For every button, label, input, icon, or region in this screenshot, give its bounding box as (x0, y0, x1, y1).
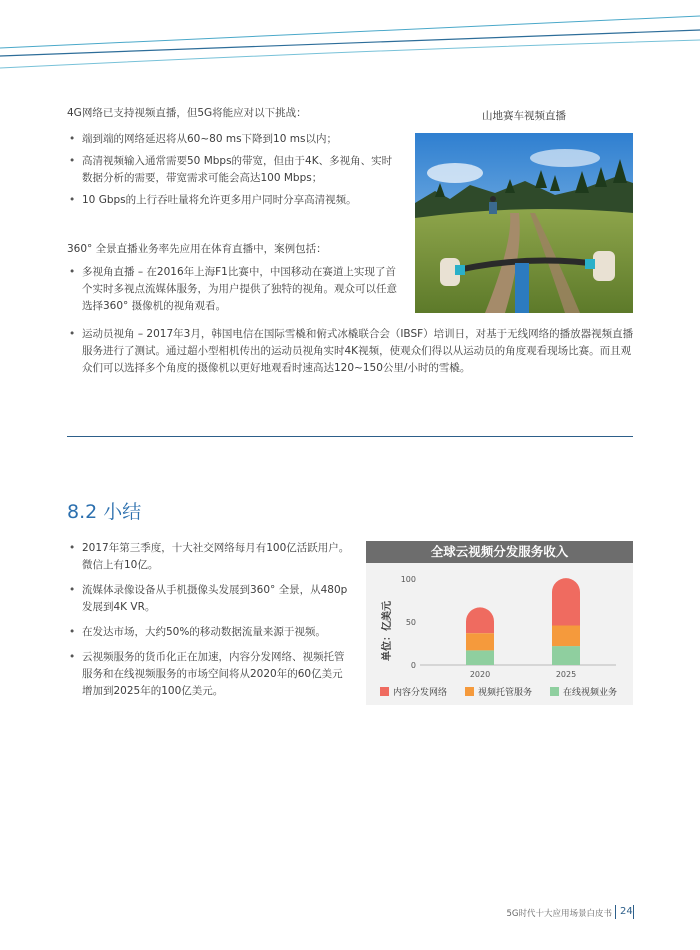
legend-label: 内容分发网络 (393, 688, 448, 698)
list-item: • 云视频服务的货币化正在加速，内容分发网络、视频托管服务和在线视频服务的市场空间将从2020年的60亿美元增加到2025年的100亿美元。 (67, 649, 352, 700)
legend-label: 视频托管服务 (478, 688, 533, 698)
footer-divider-right (633, 905, 634, 919)
x-tick-label: 2020 (469, 670, 491, 679)
legend-swatch (465, 687, 474, 696)
chart-plot (366, 563, 633, 705)
case-list-a (67, 264, 397, 315)
bar-segment-2020 (466, 633, 494, 650)
legend-item-hosting (465, 685, 532, 698)
list-item: • 流媒体录像设备从手机摄像头发展到360° 全景，从480p发展到4K VR。 (67, 582, 352, 616)
footer-title: 5G时代十大应用场景白皮书 (506, 909, 612, 919)
footer-divider (615, 905, 616, 919)
legend-item-cdn (380, 685, 447, 698)
revenue-chart (366, 541, 633, 705)
panorama-text: 360° 全景直播业务率先应用在体育直播中，案例包括： (67, 243, 327, 255)
chart-ylabel: 单位：亿美元 (382, 601, 393, 661)
intro-text: 4G网络已支持视频直播，但5G将能应对以下挑战： (67, 107, 307, 119)
summary-list (67, 540, 352, 700)
list-item: • 在发达市场，大约50%的移动数据流量来源于视频。 (67, 624, 352, 641)
x-tick-label: 2025 (555, 670, 577, 679)
bar-segment-2020 (466, 607, 494, 633)
bar-segment-2025 (552, 578, 580, 625)
list-item: • 2017年第三季度，十大社交网络每月有100亿活跃用户。微信上有10亿。 (67, 540, 352, 574)
photo-caption: 山地赛车视频直播 (482, 110, 566, 122)
case-list-b (67, 326, 637, 377)
legend-label: 在线视频业务 (563, 688, 618, 698)
list-item: • 10 Gbps的上行吞吐量将允许更多用户同时分享高清视频。 (67, 192, 397, 209)
page-number: 24 (620, 906, 633, 917)
bar-segment-2025 (552, 646, 580, 665)
header-decoration (0, 0, 700, 80)
bar-segment-2025 (552, 625, 580, 646)
legend-swatch (550, 687, 559, 696)
section-divider (67, 436, 633, 437)
chart-title: 全球云视频分发服务收入 (366, 541, 633, 563)
legend-item-online (550, 685, 617, 698)
y-tick-label: 0 (410, 661, 416, 670)
list-item: • 多视角直播 – 在2016年上海F1比赛中，中国移动在赛道上实现了首个实时多视点流媒体服务，为用户提供了独特的视角。观众可以任意选择360° 摄像机的视角观看。 (67, 264, 397, 315)
section-title: 8.2 小结 (67, 501, 142, 523)
list-item: • 高清视频输入通常需要50 Mbps的带宽，但由于4K、多视角、实时数据分析的需要，带宽需求可能会高达100 Mbps； (67, 153, 397, 187)
y-tick-label: 50 (405, 618, 416, 627)
legend-swatch (380, 687, 389, 696)
mountain-bike-photo (415, 133, 633, 313)
bar-segment-2020 (466, 650, 494, 665)
challenge-list (67, 131, 397, 209)
list-item: • 端到端的网络延迟将从60~80 ms下降到10 ms以内； (67, 131, 397, 148)
list-item: • 运动员视角 – 2017年3月，韩国电信在国际雪橇和俯式冰橇联合会（IBSF）培训日，对基于无线网络的播放器视频直播服务进行了测试。通过超小型相机传出的运动员视角实时4K视频，使观众们得以从运动员的角度观看现场比赛。而且观众们可以选择多个角度的摄像机以更好地观看时速高达120~150公里/小时的雪橇。 (67, 326, 637, 377)
y-tick-label: 100 (400, 575, 416, 584)
